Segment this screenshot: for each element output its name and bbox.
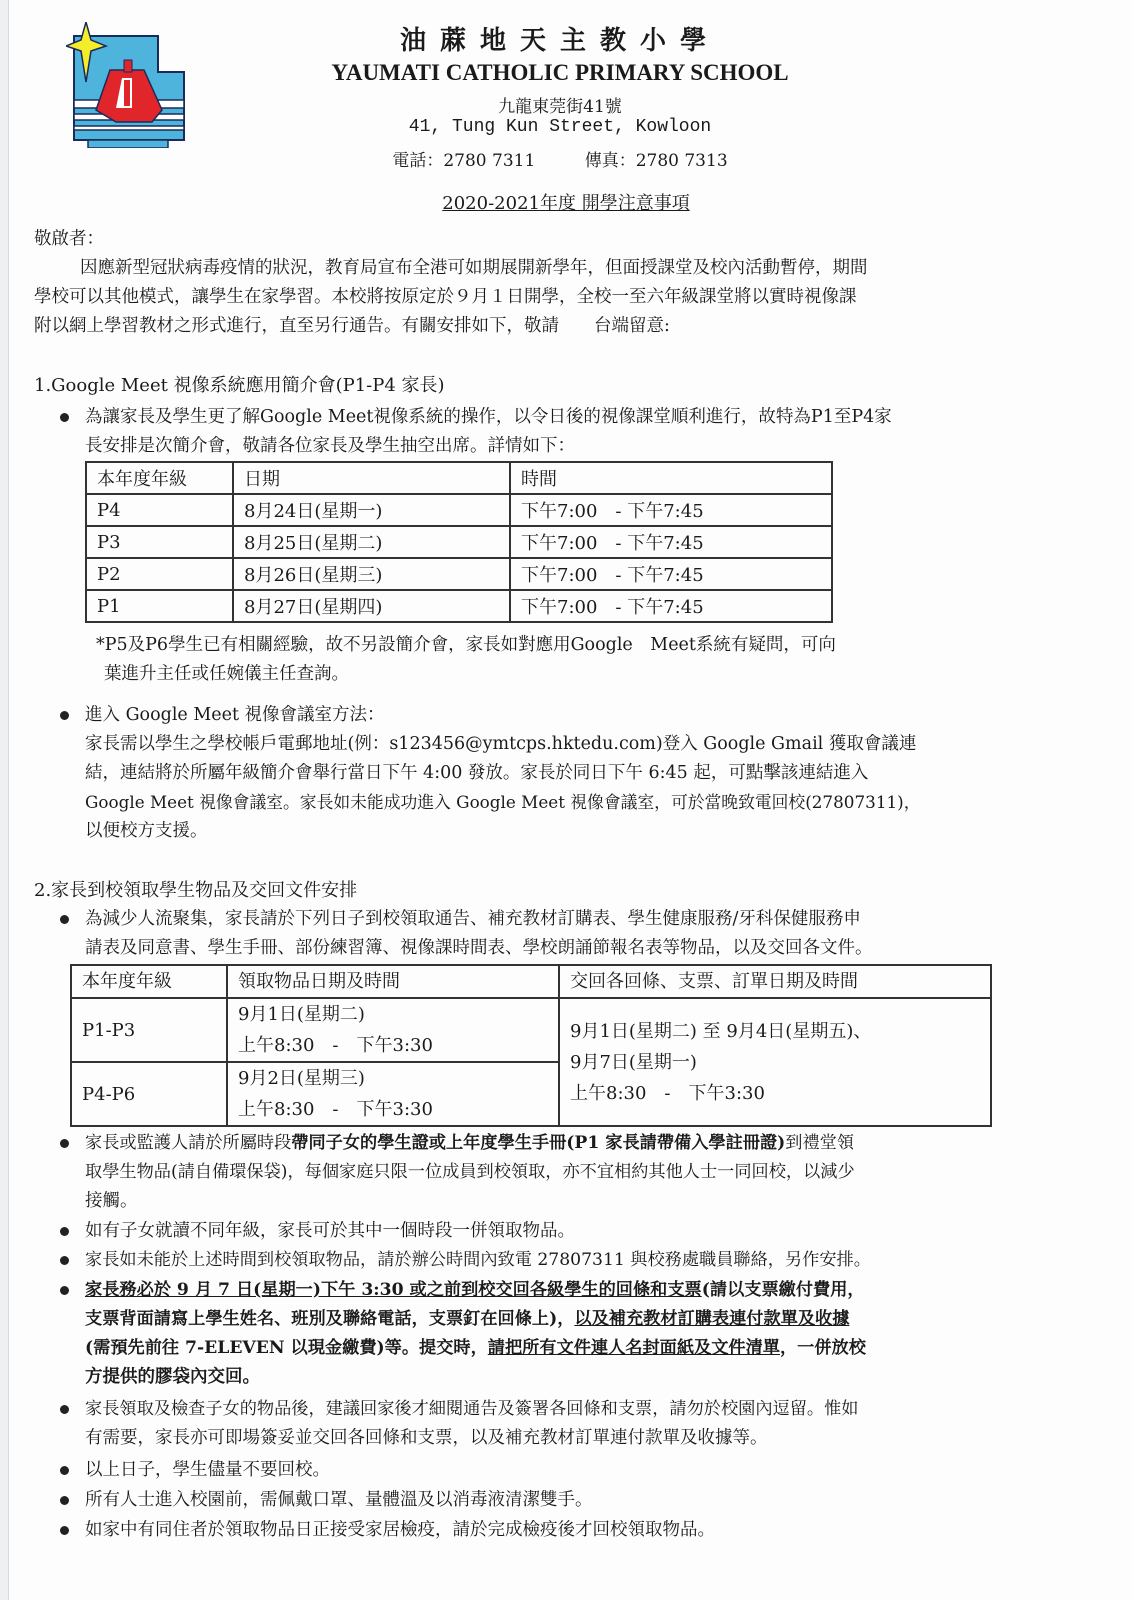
grade-cell: P4-P6 xyxy=(71,1062,227,1126)
intro-line: 學校可以其他模式，讓學生在家學習。本校將按原定於９月１日開學，全校一至六年級課堂將以實時視像課 xyxy=(34,287,857,307)
section2-bullet5-line: 方提供的膠袋內交回。 xyxy=(85,1367,260,1387)
collection-cell xyxy=(227,998,559,1062)
school-name-cn: 油蔴地天主教小學 xyxy=(399,26,720,56)
notice-title-text: 2020-2021年度 開學注意事項 xyxy=(442,193,690,214)
time-cell: 下午7:00 - 下午7:45 xyxy=(510,494,832,526)
bullet-icon xyxy=(60,1286,69,1295)
time-cell: 下午7:00 - 下午7:45 xyxy=(510,558,832,590)
section1-bullet2-line: 以便校方支援。 xyxy=(85,821,208,841)
contact-line xyxy=(280,146,840,171)
section2-bullet2-line: 接觸。 xyxy=(85,1191,138,1211)
table-row xyxy=(86,558,832,590)
table-row xyxy=(86,590,832,622)
section2-bullet1-line: 為減少人流聚集，家長請於下列日子到校領取通告、補充教材訂購表、學生健康服務/牙科保健服務申 xyxy=(85,909,861,929)
grade-cell: P2 xyxy=(86,558,233,590)
bullet-icon xyxy=(60,1496,69,1505)
section1-bullet1-line: 長安排是次簡介會，敬請各位家長及學生抽空出席。詳情如下： xyxy=(85,436,575,456)
underlined-text: 家長務必於 9 月 7 日(星期一)下午 3:30 或之前到校交回各級學生的回條和支票 xyxy=(85,1280,702,1300)
collection-time: 上午8:30 - 下午3:30 xyxy=(238,1035,433,1056)
address-cn: 九龍東莞街41號 xyxy=(498,97,622,117)
date-cell: 8月27日(星期四) xyxy=(233,590,510,622)
school-crest-icon xyxy=(66,22,186,148)
section1-bullet2-line: Google Meet 視像會議室。家長如未能成功進入 Google Meet 視像會議室，可於當晚致電回校(27807311)， xyxy=(85,792,921,812)
grade-cell: P4 xyxy=(86,494,233,526)
bullet-icon xyxy=(60,1227,69,1236)
phone-number: 電話：2780 7311 xyxy=(392,151,536,171)
collection-date: 9月2日(星期三) xyxy=(238,1068,365,1089)
section2-title: 2.家長到校領取學生物品及交回文件安排 xyxy=(34,880,358,901)
table-header-row xyxy=(71,965,991,998)
header-cell: 本年度年級 xyxy=(86,462,233,494)
date-cell: 8月26日(星期三) xyxy=(233,558,510,590)
text-span: (請以支票繳付費用， xyxy=(701,1280,865,1300)
section2-bullet1-line: 請表及同意書、學生手冊、部份練習簿、視像課時間表、學校朗誦節報名表等物品，以及交回各文件。 xyxy=(85,938,873,958)
grade-cell: P3 xyxy=(86,526,233,558)
header-cell: 時間 xyxy=(510,462,832,494)
section2-bullet3: 如有子女就讀不同年級，家長可於其中一個時段一併領取物品。 xyxy=(85,1221,575,1241)
bullet-icon xyxy=(60,1256,69,1265)
intro-line: 因應新型冠狀病毒疫情的狀況，教育局宣布全港可如期展開新學年，但面授課堂及校內活動暫停，期間 xyxy=(80,258,868,278)
table-header-row xyxy=(86,462,832,494)
date-cell: 8月25日(星期二) xyxy=(233,526,510,558)
underlined-text: 請把所有文件連人名封面紙及文件清單 xyxy=(487,1338,780,1358)
section2-bullet5-line xyxy=(85,1305,849,1334)
text-span: 家長或監護人請於所屬時段 xyxy=(85,1133,292,1153)
text-span: ，一併放校 xyxy=(779,1338,866,1358)
bullet-icon xyxy=(60,915,69,924)
table-row xyxy=(86,494,832,526)
header-cell: 日期 xyxy=(233,462,510,494)
date-cell: 8月24日(星期一) xyxy=(233,494,510,526)
section1-bullet2-line: 結，連結將於所屬年級簡介會舉行當日下午 4:00 發放。家長於同日下午 6:45 起，可點擊該連結進入 xyxy=(85,763,869,783)
fax-number: 傳真：2780 7313 xyxy=(584,151,728,171)
underlined-text: 以及補充教材訂購表連付款單及收據 xyxy=(574,1309,850,1329)
bullet-icon xyxy=(60,1405,69,1414)
return-cell xyxy=(559,998,991,1126)
salutation: 敬啟者： xyxy=(34,229,104,249)
section2-bullet7: 以上日子，學生儘量不要回校。 xyxy=(85,1460,330,1480)
section2-bullet6-line: 家長領取及檢查子女的物品後，建議回家後才細閱通告及簽署各回條和支票，請勿於校園內逗留。惟如 xyxy=(85,1399,859,1419)
address-en: 41, Tung Kun Street, Kowloon xyxy=(408,117,712,137)
return-date: 9月1日(星期二) 至 9月4日(星期五)、 xyxy=(570,1020,872,1042)
emphasis-text: 帶同子女的學生證或上年度學生手冊(P1 家長請帶備入學註冊證) xyxy=(291,1133,786,1153)
time-cell: 下午7:00 - 下午7:45 xyxy=(510,590,832,622)
bullet-icon xyxy=(60,1526,69,1535)
section2-bullet5-line xyxy=(85,1276,865,1305)
section2-bullet5-line xyxy=(85,1334,866,1363)
table-note-line: *P5及P6學生已有相關經驗，故不另設簡介會，家長如對應用Google Meet系統有疑問，可向 xyxy=(96,635,836,655)
table-row xyxy=(71,998,991,1062)
section1-bullet2-title: 進入 Google Meet 視像會議室方法： xyxy=(85,705,385,725)
collection-time: 上午8:30 - 下午3:30 xyxy=(238,1099,433,1120)
bullet-icon xyxy=(60,711,69,720)
text-span: 支票背面請寫上學生姓名、班別及聯絡電話，支票釘在回條上)， xyxy=(85,1309,575,1329)
time-cell: 下午7:00 - 下午7:45 xyxy=(510,526,832,558)
section2-bullet4: 家長如未能於上述時間到校領取物品，請於辦公時間內致電 27807311 與校務處職員聯絡，另作安排。 xyxy=(85,1250,871,1270)
section2-bullet2-line: 取學生物品(請自備環保袋)，每個家庭只限一位成員到校領取，亦不宜相約其他人士一同回校，以減少 xyxy=(85,1162,855,1182)
grade-cell: P1-P3 xyxy=(71,998,227,1062)
text-span: (需預先前往 7-ELEVEN 以現金繳費)等。提交時， xyxy=(85,1338,488,1358)
collection-cell xyxy=(227,1062,559,1126)
section2-bullet6-line: 有需要，家長亦可即場簽妥並交回各回條和支票，以及補充教材訂單連付款單及收據等。 xyxy=(85,1428,768,1448)
return-time: 上午8:30 - 下午3:30 xyxy=(570,1082,765,1104)
section2-bullet8: 所有人士進入校園前，需佩戴口罩、量體溫及以消毒液清潔雙手。 xyxy=(85,1490,593,1510)
briefing-schedule-table xyxy=(85,461,833,623)
table-note-line: 葉進升主任或任婉儀主任查詢。 xyxy=(104,664,349,684)
section2-bullet2-line xyxy=(85,1129,854,1158)
bullet-icon xyxy=(60,1139,69,1148)
collection-schedule-table xyxy=(70,964,992,1127)
scan-edge xyxy=(0,0,9,1600)
school-name-en: YAUMATI CATHOLIC PRIMARY SCHOOL xyxy=(331,60,789,85)
header-cell: 領取物品日期及時間 xyxy=(227,965,559,998)
section1-bullet1-line: 為讓家長及學生更了解Google Meet視像系統的操作，以令日後的視像課堂順利進行，故特為P1至P4家 xyxy=(85,407,892,427)
notice-title xyxy=(0,189,1132,215)
section1-bullet2-line: 家長需以學生之學校帳戶電郵地址(例：s123456@ymtcps.hktedu.com)登入 Google Gmail 獲取會議連 xyxy=(85,734,917,754)
section2-bullet9: 如家中有同住者於領取物品日正接受家居檢疫，請於完成檢疫後才回校領取物品。 xyxy=(85,1520,715,1540)
text-span: 到禮堂領 xyxy=(785,1133,855,1153)
section1-title: 1.Google Meet 視像系統應用簡介會(P1-P4 家長) xyxy=(34,375,445,396)
bullet-icon xyxy=(60,1466,69,1475)
intro-line: 附以網上學習教材之形式進行，直至另行通告。有關安排如下，敬請 台端留意: xyxy=(34,316,670,336)
header-cell: 本年度年級 xyxy=(71,965,227,998)
header-cell: 交回各回條、支票、訂單日期及時間 xyxy=(559,965,991,998)
collection-date: 9月1日(星期二) xyxy=(238,1004,365,1025)
return-date: 9月7日(星期一) xyxy=(570,1051,697,1073)
bullet-icon xyxy=(60,413,69,422)
table-row xyxy=(86,526,832,558)
grade-cell: P1 xyxy=(86,590,233,622)
